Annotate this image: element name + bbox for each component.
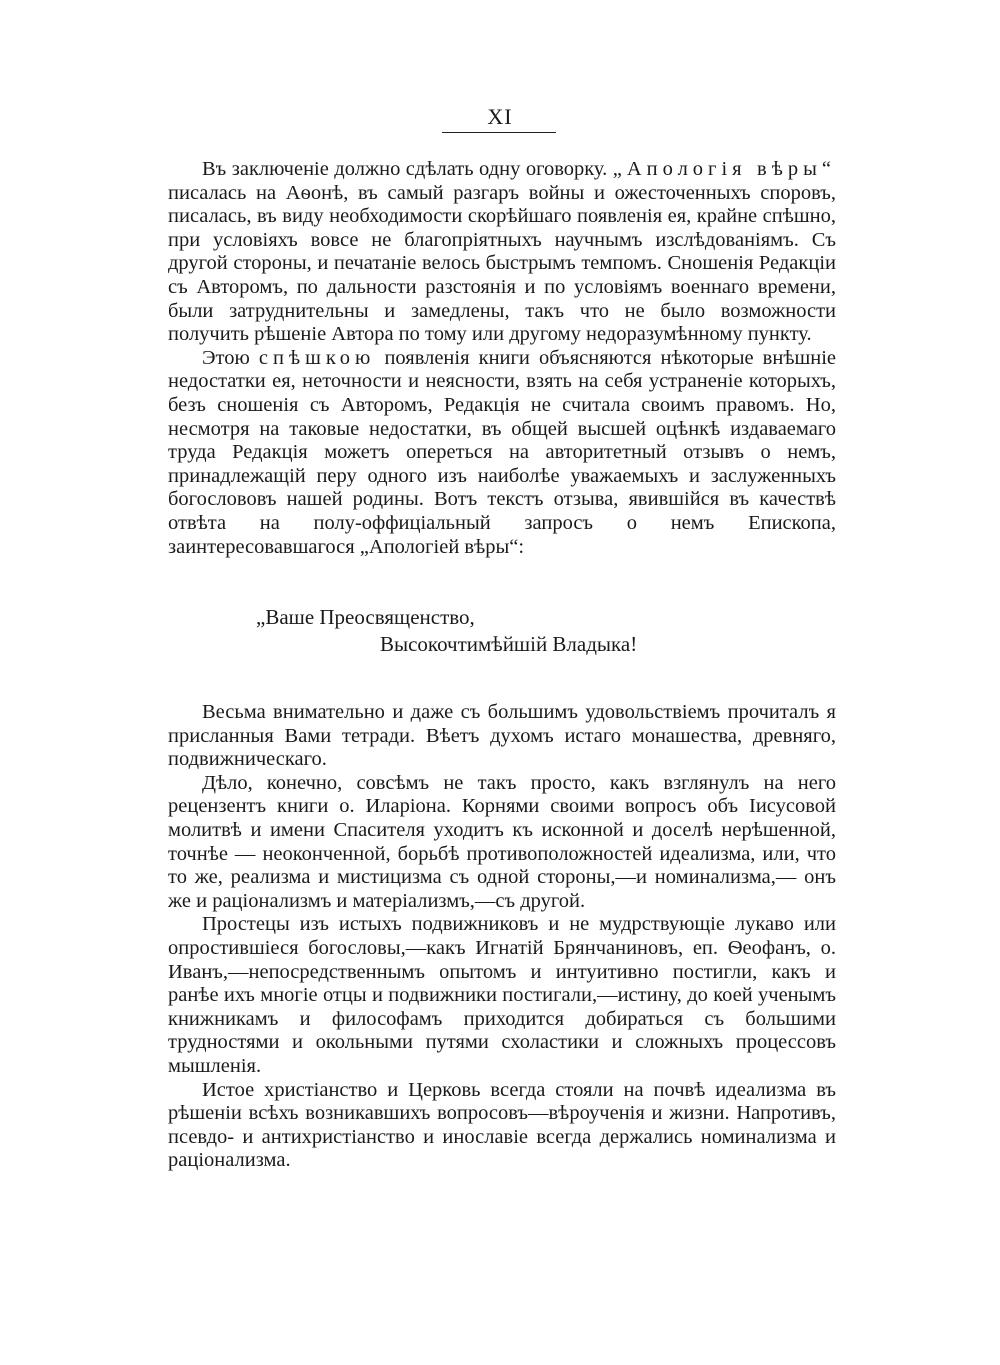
letter-paragraph-1: Весьма внимательно и даже съ большимъ удовольствіемъ прочиталъ я присланныя Вами тетради. Вѣетъ духомъ истаго монашества, древняго, подвижническаго.: [168, 701, 836, 771]
letter-paragraph-3: Простецы изъ истыхъ подвижниковъ и не мудрствующіе лукаво или опростившіеся богословы,—какъ Игнатій Брянчаниновъ, еп. Ѳеофанъ, о. Иванъ,—непосредственнымъ опытомъ и интуитивно постигли, какъ и ранѣе ихъ многіе отцы и подвижники постигали,—истину, до коей ученымъ книжникамъ и философамъ приходится добираться съ большими трудностями и окольными путями схоластики и сложныхъ процессовъ мышленія.: [168, 913, 836, 1077]
intro-p2-rest: появленія книги объясняются нѣкоторые внѣшніе недостатки ея, неточности и неясности, взять на себя устраненіе которыхъ, безъ сношенія съ Авторомъ, Редакція не считала своимъ правомъ. Но, несмотря на таковые недостатки, въ общей высшей оцѣнкѣ издаваемаго труда Редакція можетъ опереться на авторитетный отзывъ о немъ, принадлежащій перу одного изъ наиболѣе уважаемыхъ и заслуженныхъ богослововъ нашей родины. Вотъ текстъ отзыва, явившійся въ качествѣ отвѣта на полу-оффиціальный запросъ о немъ Епископа, заинтересовавшагося „Апологіей вѣры“:: [168, 346, 836, 558]
letter-paragraph-2: Дѣло, конечно, совсѣмъ не такъ просто, какъ взглянулъ на него рецензентъ книги о. Иларіона. Корнями своими вопросъ объ Іисусовой молитвѣ и имени Спасителя уходитъ къ исконной и доселѣ нерѣшенной, точнѣе — неоконченной, борьбѣ противоположностей идеализма, или, что то же, реализма и мистицизма съ одной стороны,—и номинализма,— онъ же и раціонализмъ и матеріализмъ,—съ другой.: [168, 771, 836, 912]
body-text: [168, 158, 836, 1173]
intro-paragraph-1: [168, 158, 836, 347]
emphasis-spaced: спѣшкою: [258, 346, 376, 369]
page-number: XI: [487, 104, 513, 129]
letter-salutation: [256, 605, 836, 657]
intro-p1-rest: писалась на Аѳонѣ, въ самый разгаръ войны и ожесточенныхъ споровъ, писалась, въ виду необходимости скорѣйшаго появленія ея, крайне спѣшно, при условіяхъ вовсе не благопріятныхъ научнымъ изслѣдованіямъ. Съ другой стороны, и печатаніе велось быстрымъ темпомъ. Сношенія Редакціи съ Авторомъ, по дальности разстоянія и по условіямъ военнаго времени, были затруднительны и замедлены, такъ что не было возможности получить рѣшеніе Автора по тому или другому недоразумѣнному пункту.: [168, 181, 836, 346]
salutation-line-1: „Ваше Преосвященство,: [256, 605, 475, 630]
intro-paragraph-2: [168, 347, 836, 559]
header-rule: [442, 132, 556, 133]
book-title-spaced: „Апологія вѣры“: [612, 158, 836, 180]
intro-p1-start: Въ заключеніе должно сдѣлать одну оговорку.: [202, 158, 613, 180]
salutation-line-2: Высокочтимѣйшій Владыка!: [380, 632, 638, 657]
intro-p2-start: Этою: [202, 346, 259, 369]
letter-paragraph-4: Истое христіанство и Церковь всегда стояли на почвѣ идеализма въ рѣшеніи всѣхъ возникавшихъ вопросовъ—вѣроученія и жизни. Напротивъ, псевдо- и антихристіанство и инославіе всегда держались номинализма и раціонализма.: [168, 1078, 836, 1172]
